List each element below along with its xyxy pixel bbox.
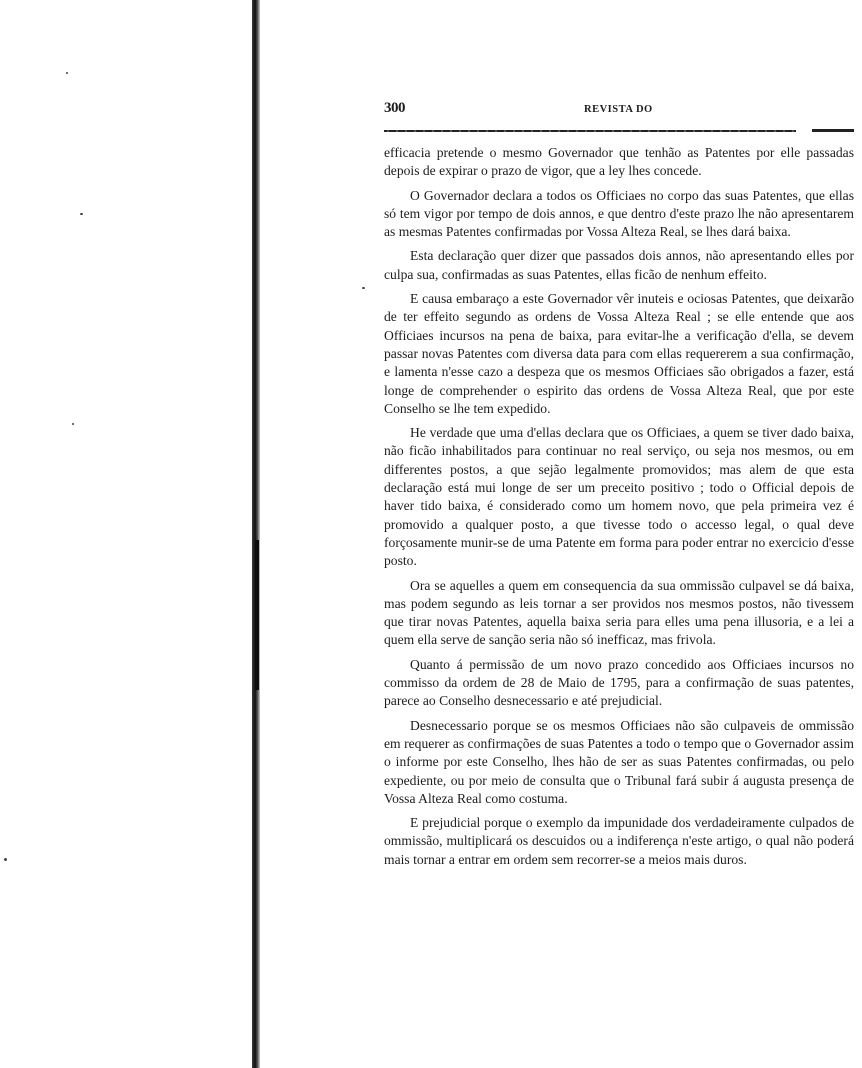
page-speck (362, 287, 365, 289)
paragraph: Esta declaração quer dizer que passados dois annos, não apresentando elles por culpa sua, confirmadas as suas Patentes, ellas ficão de nenhum effeito. (384, 248, 854, 282)
header-rule-tail (812, 129, 854, 132)
text-page (384, 100, 854, 875)
running-head: REVISTA DO (584, 104, 653, 115)
paragraph: E prejudicial porque o exemplo da impunidade dos verdadeiramente culpados de ommissão, multiplicará os descuidos ou a indiferença n'este artigo, o qual não poderá mais tornar a entrar em ordem sem recorrer-se a meios mais duros. (384, 815, 854, 867)
header-rule-line (384, 130, 796, 132)
header-rule (384, 128, 854, 134)
paragraph: He verdade que uma d'ellas declara que os Officiaes, a quem se tiver dado baixa, não ficão inhabilitados para continuar no real serviço, ou seja nos mesmos, ou em differentes postos, a que sejão legalmente promovidos; mas alem de que esta declaração está mui longe de ser um preceito positivo ; todo o Official depois de haver tido baixa, é considerado como um homem novo, que pela primeira vez é promovido a qualquer posto, a que tivesse todo o accesso legal, o qual deve forçosamente munir-se de uma Patente em forma para poder entrar no exercicio d'esse posto. (384, 425, 854, 569)
page-number: 300 (384, 100, 405, 116)
paragraph: O Governador declara a todos os Officiaes no corpo das suas Patentes, que ellas só tem vigor por tempo de dois annos, e que dentro d'este prazo lhe não apresentarem as mesmas Patentes confirmadas por Vossa Alteza Real, se lhes dará baixa. (384, 187, 854, 240)
body-text (384, 144, 854, 869)
book-gutter (252, 0, 260, 1068)
book-gutter-shadow (255, 540, 259, 690)
paragraph: Quanto á permissão de um novo prazo concedido aos Officiaes incursos no commisso da ordem de 28 de Maio de 1795, para a confirmação de suas patentes, parece ao Conselho desnecessario e até prejudicial. (384, 656, 854, 709)
left-blank-page (0, 0, 258, 1068)
paragraph: E causa embaraço a este Governador vêr inuteis e ociosas Patentes, que deixarão de ter effeito segundo as ordens de Vossa Alteza Real ; se elle entende que aos Officiaes incursos na pena de baixa, para evitar-lhe a verificação d'ella, se devem passar novas Patentes com diversa data para com ellas requererem a sua confirmação, e lamenta n'esse cazo a despeza que os mesmos Officiaes são obrigados a fazer, está longe de comprehender o espirito das ordens de Vossa Alteza Real, que por este Conselho se lhe tem expedido. (384, 291, 854, 416)
page-speck (80, 213, 83, 215)
paragraph: efficacia pretende o mesmo Governador que tenhão as Patentes por elle passadas depois de expirar o prazo de vigor, que a ley lhes concede. (384, 145, 854, 179)
page-speck (4, 858, 7, 861)
page-header (384, 100, 854, 122)
page-speck (66, 72, 68, 74)
paragraph: Ora se aquelles a quem em consequencia da sua ommissão culpavel se dá baixa, mas podem segundo as leis tornar a ser providos nos mesmos postos, não tivessem que tirar novas Patentes, aquella baixa seria para elles uma pena illusoria, e a lei a quem ella serve de sanção seria não só inefficaz, mas frivola. (384, 577, 854, 648)
paragraph: Desnecessario porque se os mesmos Officiaes não são culpaveis de ommissão em requerer as confirmações de suas Patentes a todo o tempo que o Governador assim o informe por este Conselho, lhes hão de ser as suas Patentes confirmadas, ou pelo expediente, ou por meio de consulta que o Tribunal fará subir á augusta presença de Vossa Alteza Real como costuma. (384, 717, 854, 806)
page-speck (72, 423, 74, 425)
